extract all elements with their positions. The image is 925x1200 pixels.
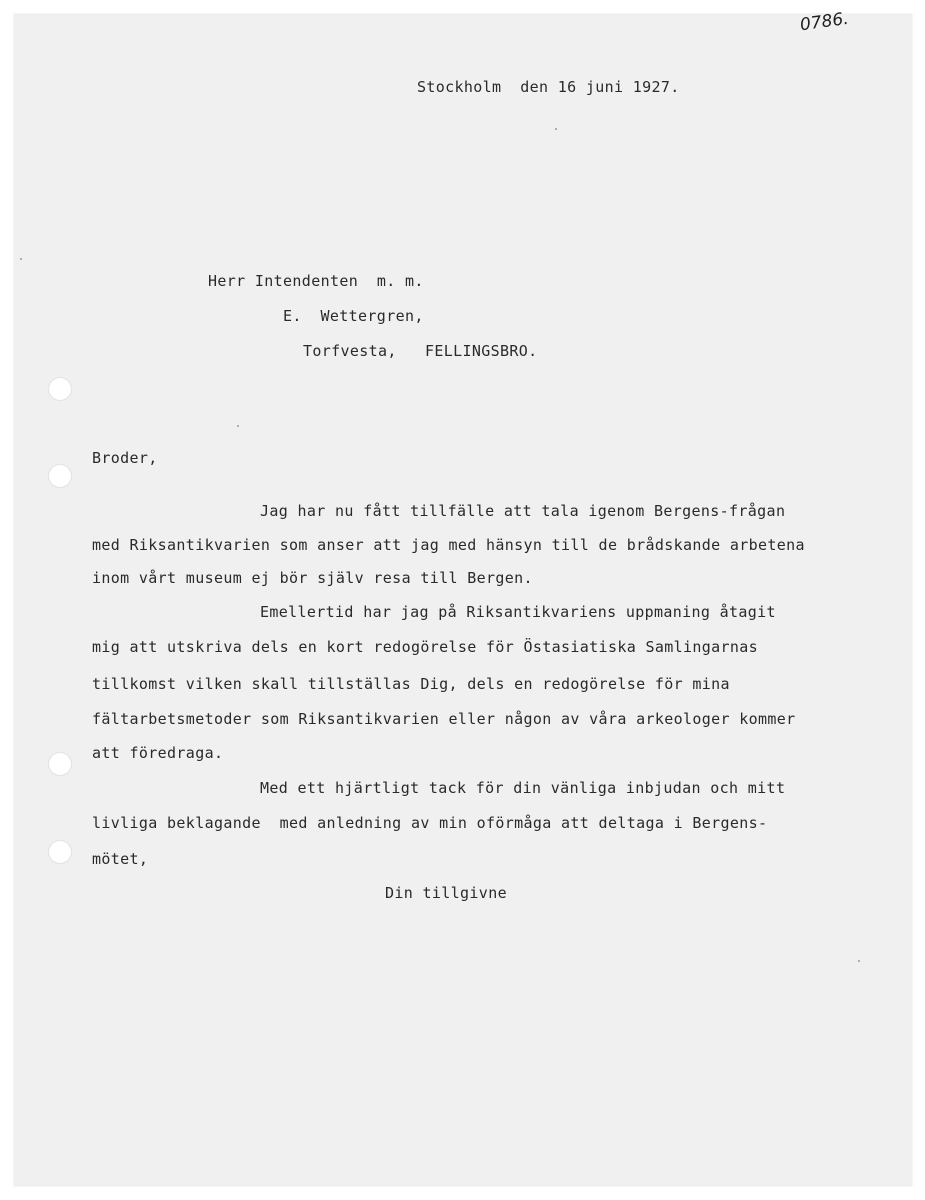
punch-hole	[48, 840, 72, 864]
paper-speck	[20, 258, 22, 260]
body-line: att föredraga.	[92, 744, 224, 762]
body-line: mötet,	[92, 850, 149, 868]
body-line: fältarbetsmetoder som Riksantikvarien eller någon av våra arkeologer kommer	[92, 710, 796, 728]
paper-speck	[237, 425, 239, 427]
recipient-line: Torfvesta, FELLINGSBRO.	[303, 342, 538, 360]
punch-hole	[48, 464, 72, 488]
recipient-line: E. Wettergren,	[283, 307, 424, 325]
body-line: inom vårt museum ej bör själv resa till Bergen.	[92, 569, 533, 587]
punch-hole	[48, 377, 72, 401]
punch-hole	[48, 752, 72, 776]
body-line: mig att utskriva dels en kort redogörelse för Östasiatiska Samlingarnas	[92, 638, 759, 656]
paper-speck	[555, 128, 557, 130]
body-line: Med ett hjärtligt tack för din vänliga inbjudan och mitt	[260, 779, 786, 797]
paper-speck	[858, 960, 860, 962]
body-line: med Riksantikvarien som anser att jag med hänsyn till de brådskande arbetena	[92, 536, 805, 554]
closing: Din tillgivne	[385, 884, 507, 902]
place-date: Stockholm den 16 juni 1927.	[417, 78, 680, 96]
archive-number: 0786.	[798, 8, 850, 36]
body-line: tillkomst vilken skall tillställas Dig, dels en redogörelse för mina	[92, 675, 730, 693]
body-line: Jag har nu fått tillfälle att tala igenom Bergens-frågan	[260, 502, 786, 520]
salutation: Broder,	[92, 449, 158, 467]
body-line: Emellertid har jag på Riksantikvariens uppmaning åtagit	[260, 603, 776, 621]
letter-sheet	[14, 14, 912, 1186]
recipient-line: Herr Intendenten m. m.	[208, 272, 424, 290]
body-line: livliga beklagande med anledning av min oförmåga att deltaga i Bergens-	[92, 814, 768, 832]
